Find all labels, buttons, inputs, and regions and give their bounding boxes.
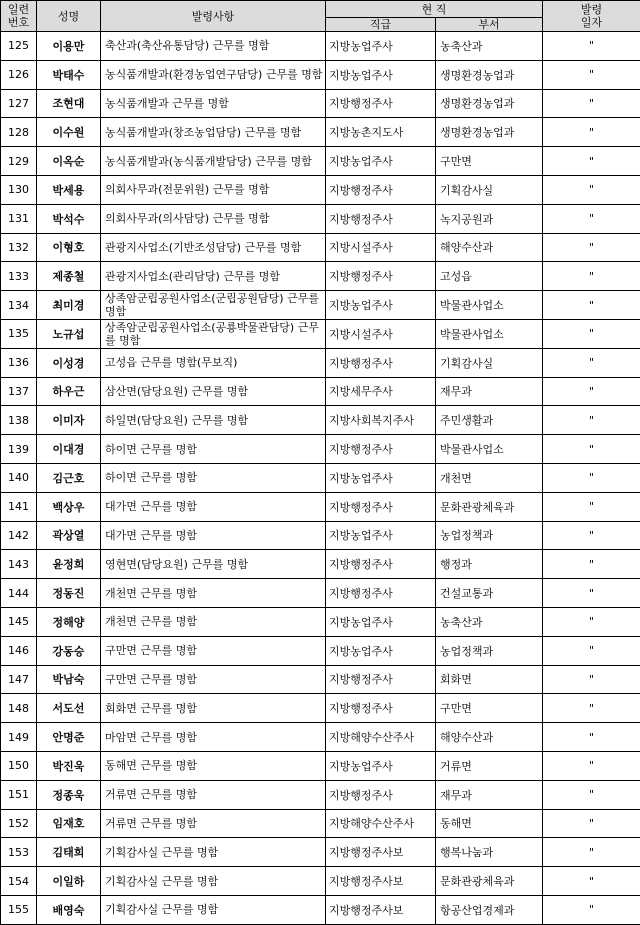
department-cell: 농업정책과 xyxy=(436,636,543,665)
table-row xyxy=(1,809,640,838)
name-cell: 이대경 xyxy=(37,435,101,464)
rank-cell: 지방농촌지도사 xyxy=(326,118,436,147)
rank-cell: 지방농업주사 xyxy=(326,60,436,89)
table-row xyxy=(1,291,640,320)
name-cell: 윤정희 xyxy=(37,550,101,579)
table-row xyxy=(1,204,640,233)
appointment-order-cell: 구만면 근무를 명함 xyxy=(101,636,326,665)
table-row xyxy=(1,348,640,377)
table-row xyxy=(1,550,640,579)
appointment-date-cell: " xyxy=(543,319,640,348)
name-cell: 박남숙 xyxy=(37,665,101,694)
department-cell: 농축산과 xyxy=(436,607,543,636)
appointment-date-cell: " xyxy=(543,348,640,377)
appointment-order-cell: 대가면 근무를 명함 xyxy=(101,492,326,521)
name-cell: 이옥순 xyxy=(37,147,101,176)
department-cell: 녹지공원과 xyxy=(436,204,543,233)
table-row xyxy=(1,377,640,406)
table-row xyxy=(1,262,640,291)
table-row xyxy=(1,60,640,89)
rank-cell: 지방행정주사 xyxy=(326,204,436,233)
rank-cell: 지방행정주사보 xyxy=(326,867,436,896)
rank-cell: 지방농업주사 xyxy=(326,32,436,61)
appointment-date-cell: " xyxy=(543,377,640,406)
name-cell: 조현대 xyxy=(37,89,101,118)
serial-number-cell: 143 xyxy=(1,550,37,579)
department-cell: 박물관사업소 xyxy=(436,291,543,320)
serial-number-cell: 137 xyxy=(1,377,37,406)
serial-number-cell: 151 xyxy=(1,780,37,809)
serial-number-cell: 130 xyxy=(1,175,37,204)
serial-number-cell: 141 xyxy=(1,492,37,521)
serial-number-cell: 146 xyxy=(1,636,37,665)
appointment-date-cell: " xyxy=(543,751,640,780)
serial-number-cell: 132 xyxy=(1,233,37,262)
rank-cell: 지방농업주사 xyxy=(326,521,436,550)
header-department: 부서 xyxy=(436,18,543,32)
department-cell: 행복나눔과 xyxy=(436,838,543,867)
department-cell: 기획감사실 xyxy=(436,175,543,204)
department-cell: 개천면 xyxy=(436,463,543,492)
appointment-date-cell: " xyxy=(543,694,640,723)
appointment-order-cell: 하일면(담당요원) 근무를 명함 xyxy=(101,406,326,435)
department-cell: 고성읍 xyxy=(436,262,543,291)
rank-cell: 지방농업주사 xyxy=(326,147,436,176)
department-cell: 구만면 xyxy=(436,694,543,723)
name-cell: 정동진 xyxy=(37,579,101,608)
appointment-order-cell: 농식품개발과(농식품개발담당) 근무를 명함 xyxy=(101,147,326,176)
department-cell: 해양수산과 xyxy=(436,233,543,262)
appointment-order-cell: 고성읍 근무를 명함(무보직) xyxy=(101,348,326,377)
appointment-date-cell: " xyxy=(543,607,640,636)
department-cell: 행정과 xyxy=(436,550,543,579)
rank-cell: 지방시설주사 xyxy=(326,319,436,348)
appointment-order-cell: 관광지사업소(관리담당) 근무를 명함 xyxy=(101,262,326,291)
appointment-date-cell: " xyxy=(543,895,640,924)
name-cell: 서도선 xyxy=(37,694,101,723)
appointment-date-cell: " xyxy=(543,550,640,579)
name-cell: 박세용 xyxy=(37,175,101,204)
appointment-date-cell: " xyxy=(543,291,640,320)
rank-cell: 지방시설주사 xyxy=(326,233,436,262)
department-cell: 주민생활과 xyxy=(436,406,543,435)
appointment-date-cell: " xyxy=(543,60,640,89)
table-row xyxy=(1,723,640,752)
name-cell: 박진욱 xyxy=(37,751,101,780)
table-row xyxy=(1,406,640,435)
department-cell: 구만면 xyxy=(436,147,543,176)
appointment-date-cell: " xyxy=(543,492,640,521)
table-row xyxy=(1,233,640,262)
rank-cell: 지방행정주사 xyxy=(326,579,436,608)
appointment-date-cell: " xyxy=(543,579,640,608)
department-cell: 생명환경농업과 xyxy=(436,60,543,89)
appointment-order-cell: 대가면 근무를 명함 xyxy=(101,521,326,550)
name-cell: 노규섭 xyxy=(37,319,101,348)
serial-number-cell: 129 xyxy=(1,147,37,176)
appointment-order-cell: 동해면 근무를 명함 xyxy=(101,751,326,780)
appointment-order-cell: 거류면 근무를 명함 xyxy=(101,780,326,809)
serial-number-cell: 144 xyxy=(1,579,37,608)
table-row xyxy=(1,694,640,723)
department-cell: 해양수산과 xyxy=(436,723,543,752)
name-cell: 박석수 xyxy=(37,204,101,233)
appointment-order-cell: 의회사무과(전문위원) 근무를 명함 xyxy=(101,175,326,204)
serial-number-cell: 142 xyxy=(1,521,37,550)
table-row xyxy=(1,492,640,521)
appointment-order-cell: 기획감사실 근무를 명함 xyxy=(101,867,326,896)
appointment-order-cell: 영현면(담당요원) 근무를 명함 xyxy=(101,550,326,579)
department-cell: 회화면 xyxy=(436,665,543,694)
appointment-date-cell: " xyxy=(543,204,640,233)
rank-cell: 지방농업주사 xyxy=(326,463,436,492)
department-cell: 기획감사실 xyxy=(436,348,543,377)
table-body xyxy=(1,32,640,925)
rank-cell: 지방행정주사보 xyxy=(326,895,436,924)
header-appointment-date: 발령 일자 xyxy=(543,1,640,32)
serial-number-cell: 135 xyxy=(1,319,37,348)
table-row xyxy=(1,118,640,147)
serial-number-cell: 150 xyxy=(1,751,37,780)
serial-number-cell: 154 xyxy=(1,867,37,896)
serial-number-cell: 136 xyxy=(1,348,37,377)
table-row xyxy=(1,579,640,608)
serial-number-cell: 133 xyxy=(1,262,37,291)
serial-number-cell: 152 xyxy=(1,809,37,838)
appointment-date-cell: " xyxy=(543,867,640,896)
appointment-order-cell: 개천면 근무를 명함 xyxy=(101,579,326,608)
department-cell: 거류면 xyxy=(436,751,543,780)
header-rank: 직급 xyxy=(326,18,436,32)
serial-number-cell: 148 xyxy=(1,694,37,723)
serial-number-cell: 145 xyxy=(1,607,37,636)
department-cell: 문화관광체육과 xyxy=(436,492,543,521)
appointment-date-cell: " xyxy=(543,406,640,435)
name-cell: 제종철 xyxy=(37,262,101,291)
table-row xyxy=(1,147,640,176)
name-cell: 최미경 xyxy=(37,291,101,320)
table-row xyxy=(1,319,640,348)
rank-cell: 지방농업주사 xyxy=(326,291,436,320)
department-cell: 재무과 xyxy=(436,780,543,809)
serial-number-cell: 155 xyxy=(1,895,37,924)
appointment-date-cell: " xyxy=(543,118,640,147)
appointment-date-cell: " xyxy=(543,435,640,464)
table-row xyxy=(1,32,640,61)
appointment-date-cell: " xyxy=(543,32,640,61)
appointment-order-cell: 상족암군립공원사업소(군립공원담당) 근무를 명함 xyxy=(101,291,326,320)
appointment-date-cell: " xyxy=(543,780,640,809)
name-cell: 안명준 xyxy=(37,723,101,752)
department-cell: 문화관광체육과 xyxy=(436,867,543,896)
serial-number-cell: 127 xyxy=(1,89,37,118)
appointment-date-cell: " xyxy=(543,463,640,492)
rank-cell: 지방행정주사 xyxy=(326,492,436,521)
serial-number-cell: 126 xyxy=(1,60,37,89)
name-cell: 배영숙 xyxy=(37,895,101,924)
name-cell: 이일하 xyxy=(37,867,101,896)
serial-number-cell: 134 xyxy=(1,291,37,320)
table-row xyxy=(1,435,640,464)
header-current-position: 현 직 xyxy=(326,1,543,18)
table-row xyxy=(1,838,640,867)
table-row xyxy=(1,607,640,636)
department-cell: 동해면 xyxy=(436,809,543,838)
table-row xyxy=(1,867,640,896)
serial-number-cell: 140 xyxy=(1,463,37,492)
name-cell: 김태희 xyxy=(37,838,101,867)
rank-cell: 지방행정주사 xyxy=(326,780,436,809)
appointment-order-cell: 개천면 근무를 명함 xyxy=(101,607,326,636)
appointment-order-cell: 축산과(축산유통담당) 근무를 명함 xyxy=(101,32,326,61)
rank-cell: 지방행정주사 xyxy=(326,435,436,464)
serial-number-cell: 147 xyxy=(1,665,37,694)
department-cell: 항공산업경제과 xyxy=(436,895,543,924)
serial-number-cell: 139 xyxy=(1,435,37,464)
department-cell: 재무과 xyxy=(436,377,543,406)
rank-cell: 지방세무주사 xyxy=(326,377,436,406)
department-cell: 건설교통과 xyxy=(436,579,543,608)
appointment-date-cell: " xyxy=(543,809,640,838)
name-cell: 임재호 xyxy=(37,809,101,838)
table-row xyxy=(1,463,640,492)
table-row xyxy=(1,636,640,665)
name-cell: 이미자 xyxy=(37,406,101,435)
rank-cell: 지방사회복지주사 xyxy=(326,406,436,435)
appointment-order-cell: 상족암군립공원사업소(공룡박물관담당) 근무를 명함 xyxy=(101,319,326,348)
name-cell: 박태수 xyxy=(37,60,101,89)
table-row xyxy=(1,895,640,924)
appointment-order-cell: 하이면 근무를 명함 xyxy=(101,435,326,464)
name-cell: 정해양 xyxy=(37,607,101,636)
name-cell: 백상우 xyxy=(37,492,101,521)
appointment-order-cell: 농식품개발과(창조농업담당) 근무를 명함 xyxy=(101,118,326,147)
department-cell: 농축산과 xyxy=(436,32,543,61)
table-row xyxy=(1,780,640,809)
appointment-order-cell: 하이면 근무를 명함 xyxy=(101,463,326,492)
department-cell: 농업정책과 xyxy=(436,521,543,550)
rank-cell: 지방행정주사 xyxy=(326,694,436,723)
name-cell: 강동승 xyxy=(37,636,101,665)
serial-number-cell: 153 xyxy=(1,838,37,867)
rank-cell: 지방행정주사 xyxy=(326,262,436,291)
appointment-date-cell: " xyxy=(543,665,640,694)
appointment-order-cell: 구만면 근무를 명함 xyxy=(101,665,326,694)
table-row xyxy=(1,751,640,780)
appointment-order-cell: 거류면 근무를 명함 xyxy=(101,809,326,838)
department-cell: 박물관사업소 xyxy=(436,435,543,464)
appointment-date-cell: " xyxy=(543,723,640,752)
name-cell: 이수원 xyxy=(37,118,101,147)
appointment-order-cell: 의회사무과(의사담당) 근무를 명함 xyxy=(101,204,326,233)
rank-cell: 지방행정주사보 xyxy=(326,838,436,867)
department-cell: 생명환경농업과 xyxy=(436,89,543,118)
name-cell: 곽상열 xyxy=(37,521,101,550)
serial-number-cell: 125 xyxy=(1,32,37,61)
appointment-date-cell: " xyxy=(543,233,640,262)
table-row xyxy=(1,89,640,118)
serial-number-cell: 131 xyxy=(1,204,37,233)
department-cell: 생명환경농업과 xyxy=(436,118,543,147)
department-cell: 박물관사업소 xyxy=(436,319,543,348)
name-cell: 김근호 xyxy=(37,463,101,492)
rank-cell: 지방농업주사 xyxy=(326,751,436,780)
appointment-order-cell: 농식품개발과(환경농업연구담당) 근무를 명함 xyxy=(101,60,326,89)
rank-cell: 지방농업주사 xyxy=(326,607,436,636)
appointment-order-cell: 기획감사실 근무를 명함 xyxy=(101,895,326,924)
name-cell: 하우근 xyxy=(37,377,101,406)
serial-number-cell: 149 xyxy=(1,723,37,752)
appointment-order-cell: 회화면 근무를 명함 xyxy=(101,694,326,723)
name-cell: 이성경 xyxy=(37,348,101,377)
appointment-date-cell: " xyxy=(543,89,640,118)
rank-cell: 지방행정주사 xyxy=(326,175,436,204)
table-row xyxy=(1,521,640,550)
rank-cell: 지방농업주사 xyxy=(326,636,436,665)
serial-number-cell: 138 xyxy=(1,406,37,435)
rank-cell: 지방행정주사 xyxy=(326,550,436,579)
table-header xyxy=(1,1,640,32)
appointment-date-cell: " xyxy=(543,147,640,176)
appointment-date-cell: " xyxy=(543,262,640,291)
header-name: 성명 xyxy=(37,1,101,32)
table-row xyxy=(1,175,640,204)
header-appointment-order: 발령사항 xyxy=(101,1,326,32)
rank-cell: 지방행정주사 xyxy=(326,348,436,377)
appointment-date-cell: " xyxy=(543,636,640,665)
rank-cell: 지방행정주사 xyxy=(326,665,436,694)
serial-number-cell: 128 xyxy=(1,118,37,147)
rank-cell: 지방행정주사 xyxy=(326,89,436,118)
appointment-order-cell: 관광지사업소(기반조성담당) 근무를 명함 xyxy=(101,233,326,262)
appointment-order-cell: 기획감사실 근무를 명함 xyxy=(101,838,326,867)
name-cell: 이형호 xyxy=(37,233,101,262)
appointment-date-cell: " xyxy=(543,838,640,867)
appointment-order-cell: 삼산면(담당요원) 근무를 명함 xyxy=(101,377,326,406)
header-serial-number: 일련 번호 xyxy=(1,1,37,32)
name-cell: 정종욱 xyxy=(37,780,101,809)
appointment-date-cell: " xyxy=(543,175,640,204)
rank-cell: 지방해양수산주사 xyxy=(326,723,436,752)
rank-cell: 지방해양수산주사 xyxy=(326,809,436,838)
appointment-order-cell: 농식품개발과 근무를 명함 xyxy=(101,89,326,118)
appointment-order-cell: 마암면 근무를 명함 xyxy=(101,723,326,752)
name-cell: 이용만 xyxy=(37,32,101,61)
table-row xyxy=(1,665,640,694)
appointment-date-cell: " xyxy=(543,521,640,550)
